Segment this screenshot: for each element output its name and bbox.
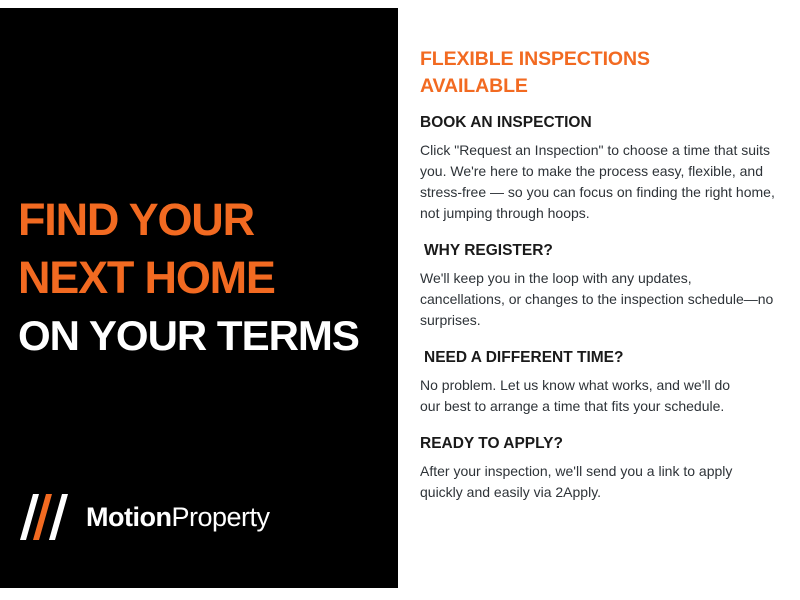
section-heading-book-an-inspection: BOOK AN INSPECTION bbox=[420, 114, 592, 131]
section-body-why-register: We'll keep you in the loop with any updates, cancellations, or changes to the inspection schedule—no surprises. bbox=[420, 270, 774, 328]
brand-logo-text bbox=[86, 501, 270, 532]
section-need-a-different-time bbox=[420, 347, 790, 417]
hero-headline-line-1: FIND YOUR bbox=[18, 194, 254, 245]
content-title: FLEXIBLE INSPECTIONS AVAILABLE bbox=[420, 48, 650, 97]
section-heading-ready-to-apply: READY TO APPLY? bbox=[420, 435, 563, 452]
content-panel bbox=[398, 0, 800, 600]
section-body-need-a-different-time: No problem. Let us know what works, and we'll do our best to arrange a time that fits your schedule. bbox=[420, 377, 731, 414]
brand-name-light: Property bbox=[171, 501, 270, 532]
section-ready-to-apply bbox=[420, 433, 790, 503]
hero-panel bbox=[0, 8, 398, 588]
motion-property-logo-icon bbox=[20, 494, 76, 540]
section-why-register bbox=[420, 240, 790, 331]
hero-headline bbox=[18, 191, 388, 365]
hero-headline-line-2: NEXT HOME bbox=[18, 252, 275, 303]
section-body-ready-to-apply: After your inspection, we'll send you a link to apply quickly and easily via 2Apply. bbox=[420, 463, 733, 500]
brand-name-bold: Motion bbox=[86, 501, 172, 532]
section-book-an-inspection bbox=[420, 112, 790, 224]
hero-headline-line-3: ON YOUR TERMS bbox=[18, 312, 359, 359]
brand-logo bbox=[20, 494, 270, 540]
section-body-book-an-inspection: Click "Request an Inspection" to choose a time that suits you. We're here to make the process easy, flexible, and stress-free — so you can focus on finding the right home, not jumping through hoops. bbox=[420, 142, 775, 221]
section-heading-need-a-different-time: NEED A DIFFERENT TIME? bbox=[424, 349, 624, 366]
section-heading-why-register: WHY REGISTER? bbox=[424, 242, 553, 259]
